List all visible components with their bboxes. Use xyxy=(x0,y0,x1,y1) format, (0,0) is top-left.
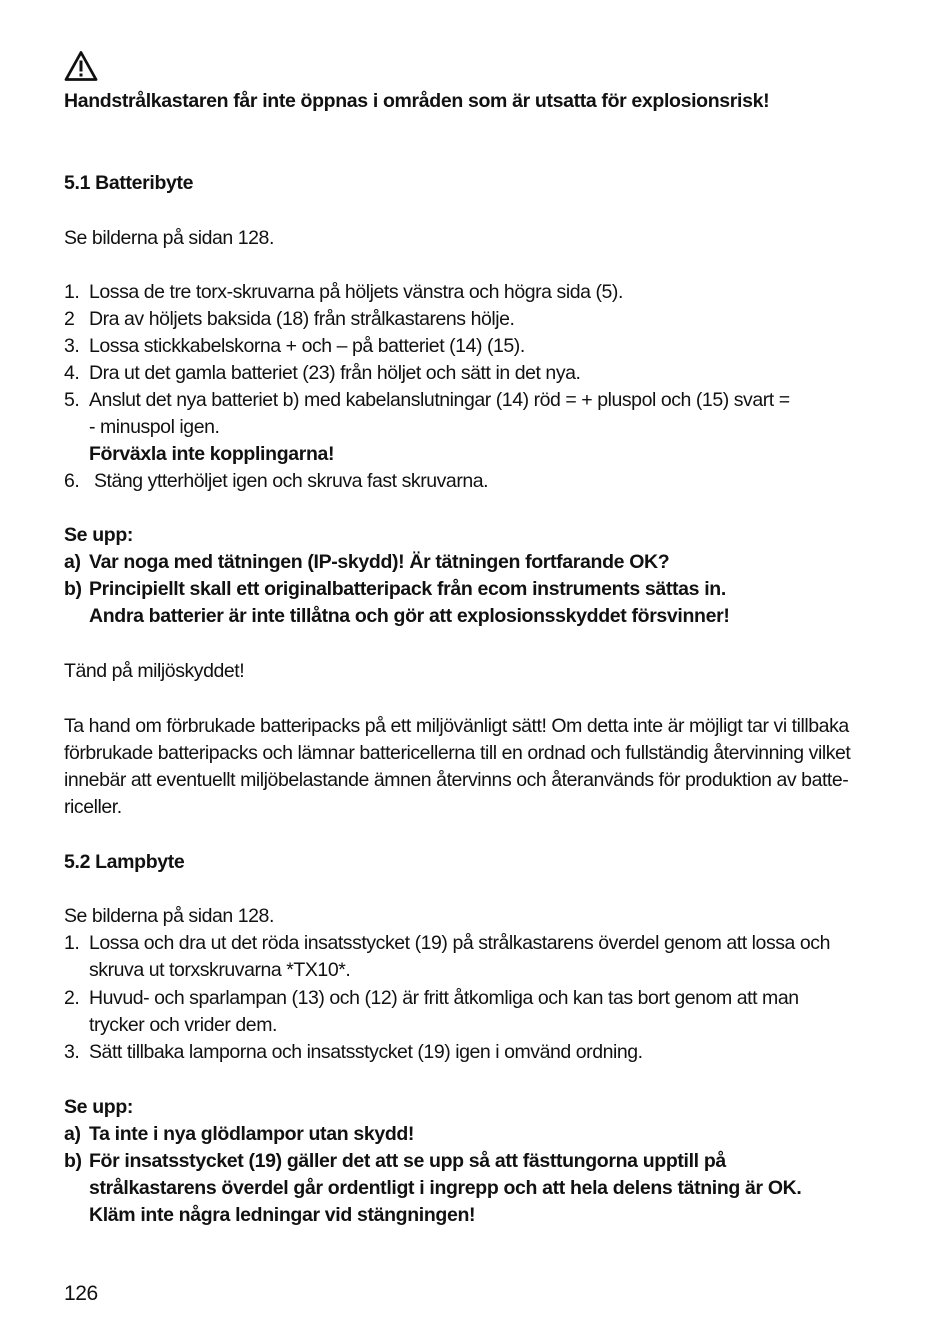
step-text: Lossa och dra ut det röda insatsstycket (19) på strålkastarens överdel genom att lossa och xyxy=(89,932,830,954)
step-text: Dra ut det gamla batteriet (23) från höljet och sätt in det nya. xyxy=(89,362,581,384)
environment-paragraph-line: förbrukade batteripacks och lämnar battericellerna till en ordnad och fullständig återvinning vilket xyxy=(64,742,851,764)
step-text: Anslut det nya batteriet b) med kabelanslutningar (14) röd = + pluspol och (15) svart = xyxy=(89,389,790,411)
section-heading-lamp: 5.2 Lampbyte xyxy=(64,851,185,873)
step-number: 2. xyxy=(64,987,80,1009)
step-number: 3. xyxy=(64,335,80,357)
page-number: 126 xyxy=(64,1282,98,1305)
step-number: 1. xyxy=(64,281,80,303)
step-text: Huvud- och sparlampan (13) och (12) är fritt åtkomliga och kan tas bort genom att man xyxy=(89,987,799,1009)
lamp-image-reference: Se bilderna på sidan 128. xyxy=(64,905,274,927)
environment-paragraph-line: innebär att eventuellt miljöbelastande ämnen återvinns och återanvänds för produktion av batte- xyxy=(64,769,849,791)
step-text: Lossa de tre torx-skruvarna på höljets vänstra och högra sida (5). xyxy=(89,281,623,303)
step-text: Stäng ytterhöljet igen och skruva fast skruvarna. xyxy=(89,470,489,492)
caution-text: För insatsstycket (19) gäller det att se upp så att fästtungorna upptill på xyxy=(89,1150,726,1172)
section-heading-battery: 5.1 Batteribyte xyxy=(64,172,194,194)
step-text: trycker och vrider dem. xyxy=(89,1014,277,1036)
step-number: 2 xyxy=(64,308,75,330)
step-text: skruva ut torxskruvarna *TX10*. xyxy=(89,959,351,981)
step-number: 3. xyxy=(64,1041,80,1063)
caution-label: b) xyxy=(64,1150,82,1172)
step-text: Dra av höljets baksida (18) från strålkastarens hölje. xyxy=(89,308,515,330)
caution-text: Principiellt skall ett originalbatteripack från ecom instruments sättas in. xyxy=(89,578,726,600)
step-text: Sätt tillbaka lamporna och insatsstycket (19) igen i omvänd ordning. xyxy=(89,1041,643,1063)
caution-text: strålkastarens överdel går ordentligt i ingrepp och att hela delens tätning är OK. xyxy=(89,1177,802,1199)
battery-caution-title: Se upp: xyxy=(64,524,134,546)
caution-label: a) xyxy=(64,1123,81,1145)
environment-paragraph-line: riceller. xyxy=(64,796,122,818)
environment-paragraph-line: Ta hand om förbrukade batteripacks på ett miljövänligt sätt! Om detta inte är möjligt tar vi tillbaka xyxy=(64,715,849,737)
step-number: 4. xyxy=(64,362,80,384)
caution-text: Var noga med tätningen (IP-skydd)! Är tätningen fortfarande OK? xyxy=(89,551,670,573)
warning-triangle-icon xyxy=(64,50,98,82)
step-text: Lossa stickkabelskorna + och – på batteriet (14) (15). xyxy=(89,335,525,357)
caution-label: b) xyxy=(64,578,82,600)
step-warning-text: Förväxla inte kopplingarna! xyxy=(89,443,335,465)
step-number: 1. xyxy=(64,932,80,954)
step-text: - minuspol igen. xyxy=(89,416,220,438)
caution-text: Andra batterier är inte tillåtna och gör att explosionsskyddet försvinner! xyxy=(89,605,730,627)
lamp-caution-title: Se upp: xyxy=(64,1096,134,1118)
step-number: 6. xyxy=(64,470,80,492)
caution-text: Ta inte i nya glödlampor utan skydd! xyxy=(89,1123,415,1145)
step-number: 5. xyxy=(64,389,80,411)
caution-label: a) xyxy=(64,551,81,573)
warning-text: Handstrålkastaren får inte öppnas i områden som är utsatta för explosionsrisk! xyxy=(64,90,770,112)
environment-title: Tänd på miljöskyddet! xyxy=(64,660,245,682)
caution-text: Kläm inte några ledningar vid stängningen! xyxy=(89,1204,476,1226)
battery-image-reference: Se bilderna på sidan 128. xyxy=(64,227,274,249)
